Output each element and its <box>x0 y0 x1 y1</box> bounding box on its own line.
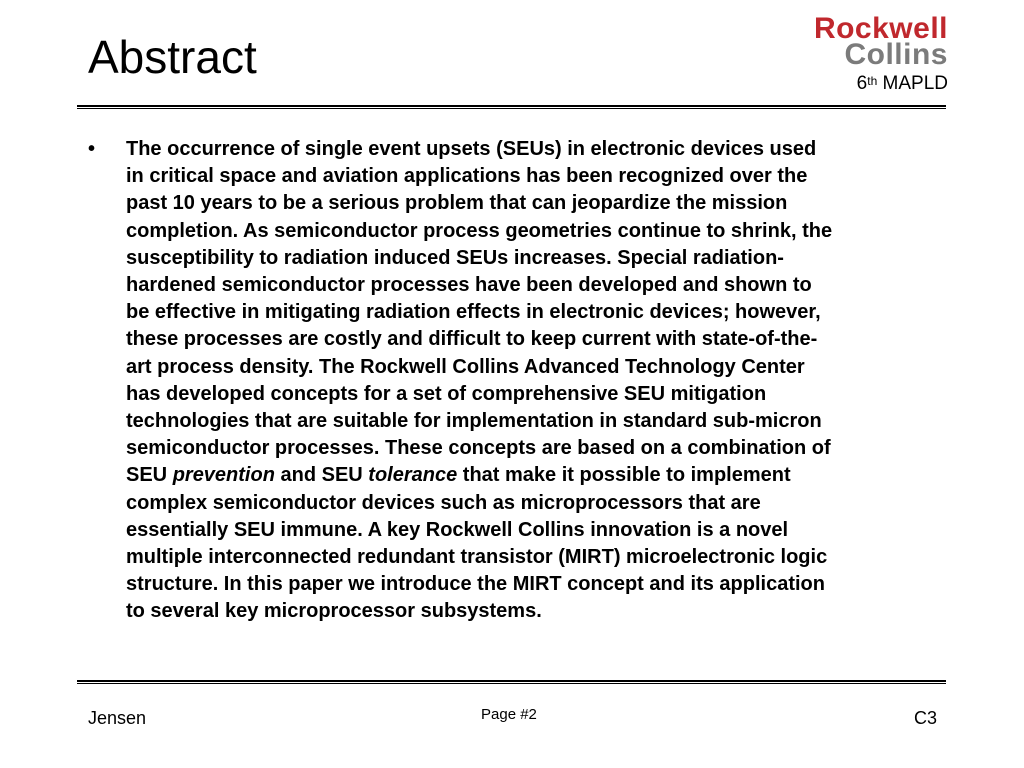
abstract-line: to several key microprocessor subsystems. <box>126 600 542 623</box>
abstract-line: semiconductor processes. These concepts are based on a combination of <box>126 437 831 460</box>
header-divider <box>77 105 946 109</box>
abstract-line: in critical space and aviation applications has been recognized over the <box>126 165 808 188</box>
text-run: that make it possible to implement <box>457 464 791 487</box>
abstract-line: past 10 years to be a serious problem that can jeopardize the mission <box>126 192 788 215</box>
text-run: and SEU <box>274 464 369 487</box>
conference-name: MAPLD <box>882 73 948 94</box>
rockwell-collins-logo <box>788 12 948 71</box>
abstract-line: art process density. The Rockwell Collins Advanced Technology Center <box>126 355 805 378</box>
conference-label <box>857 72 948 96</box>
footer-divider <box>77 680 946 684</box>
footer-author: Jensen <box>88 708 147 728</box>
text-run: SEU <box>126 464 173 487</box>
abstract-line: susceptibility to radiation induced SEUs increases. Special radiation- <box>126 246 784 269</box>
prevention-emphasis: prevention <box>172 464 275 487</box>
abstract-line: hardened semiconductor processes have been developed and shown to <box>126 274 812 297</box>
abstract-line: has developed concepts for a set of comprehensive SEU mitigation <box>126 382 767 405</box>
tolerance-emphasis: tolerance <box>368 464 458 487</box>
abstract-line: essentially SEU immune. A key Rockwell Collins innovation is a novel <box>126 518 789 541</box>
bullet-icon: • <box>88 138 96 160</box>
conference-number: 6 <box>856 73 868 94</box>
abstract-line: The occurrence of single event upsets (SEUs) in electronic devices used <box>126 138 817 160</box>
slide-title: Abstract <box>88 31 257 83</box>
abstract-line: be effective in mitigating radiation effects in electronic devices; however, <box>126 301 821 324</box>
abstract-line: these processes are costly and difficult to keep current with state-of-the- <box>126 328 818 351</box>
abstract-line: structure. In this paper we introduce the MIRT concept and its application <box>126 573 825 596</box>
conference-ordinal-suffix: th <box>867 74 878 88</box>
logo-rockwell-text: Rockwell <box>813 12 948 45</box>
logo-collins-text: Collins <box>844 38 948 71</box>
abstract-line: complex semiconductor devices such as microprocessors that are <box>126 491 761 514</box>
abstract-line: multiple interconnected redundant transistor (MIRT) microelectronic logic <box>126 546 828 569</box>
abstract-paragraph <box>126 136 946 626</box>
abstract-line: technologies that are suitable for implementation in standard sub-micron <box>126 410 822 433</box>
footer-page-number: Page #2 <box>481 706 537 723</box>
footer-session-code: C3 <box>913 708 937 728</box>
abstract-line <box>126 462 946 489</box>
abstract-line: completion. As semiconductor process geometries continue to shrink, the <box>126 219 833 242</box>
